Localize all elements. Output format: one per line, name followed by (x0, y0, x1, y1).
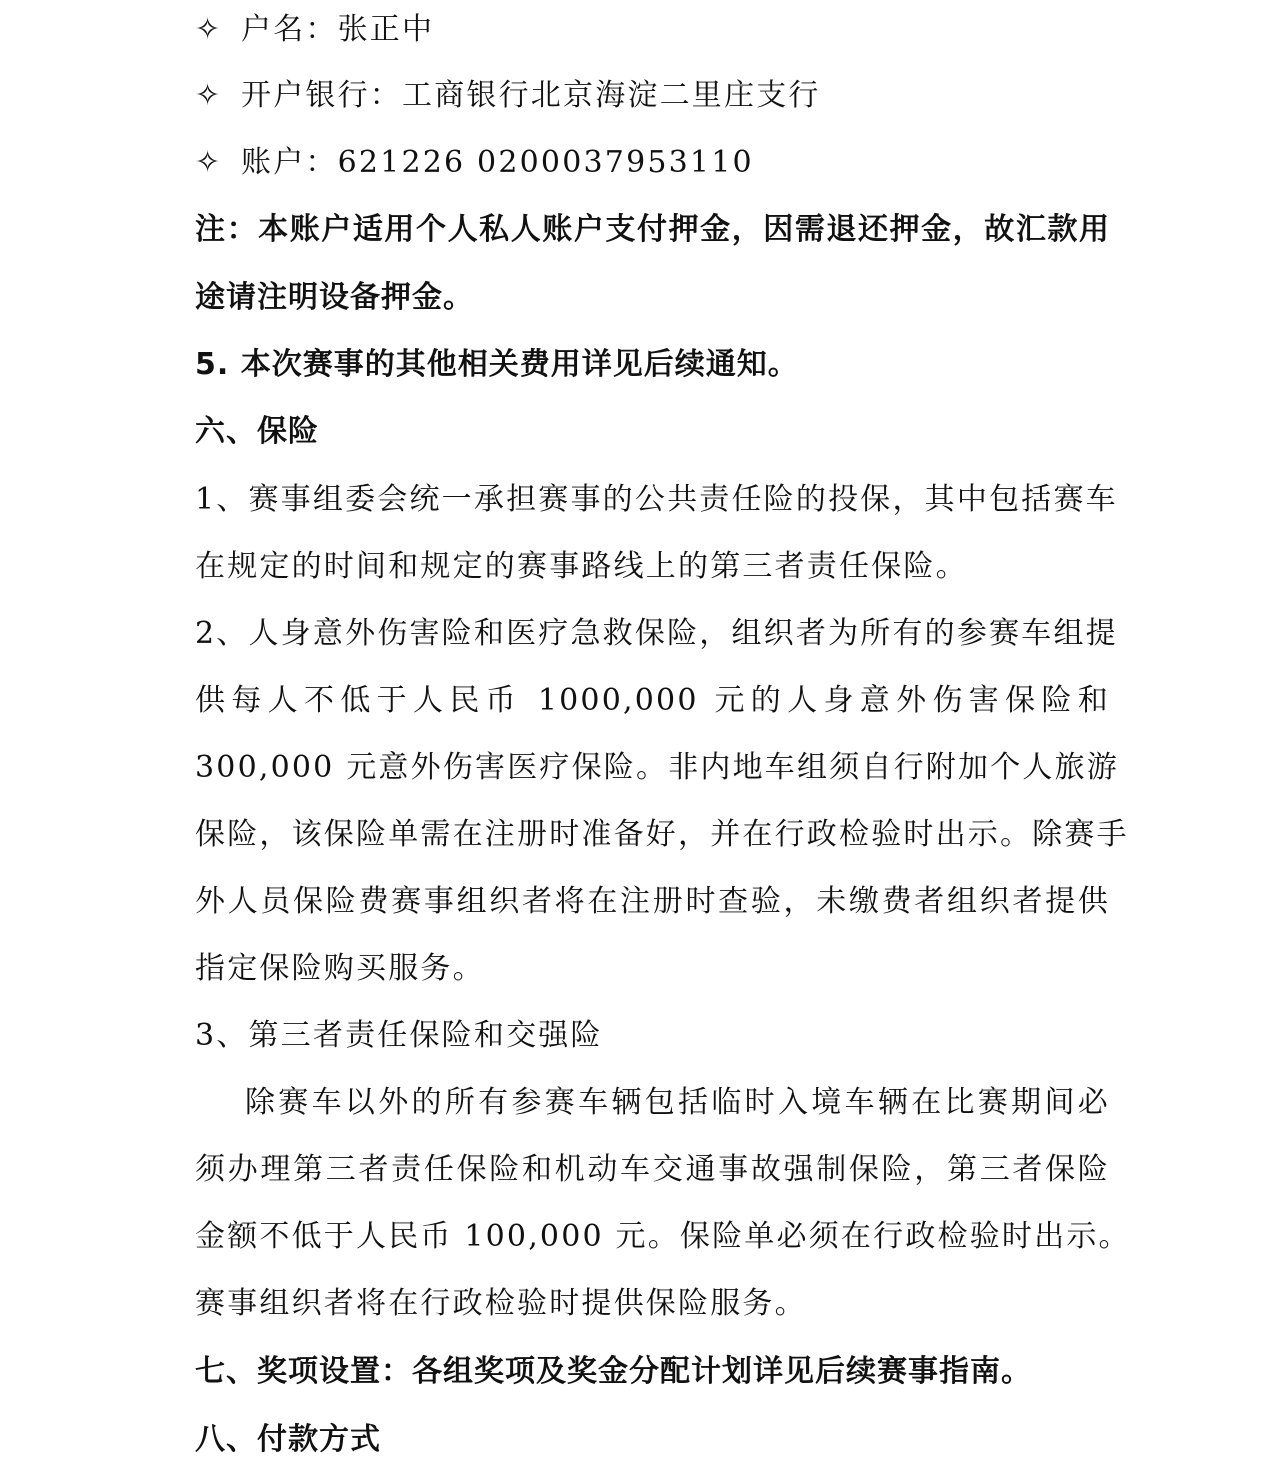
paragraph-2-line: 2、人身意外伤害险和医疗急救保险，组织者为所有的参赛车组提 (195, 616, 1118, 651)
account-name-line (195, 10, 1110, 50)
diamond-star-bullet-icon: ✧ (195, 78, 223, 113)
diamond-star-bullet-icon: ✧ (195, 12, 223, 47)
paragraph-1-line: 在规定的时间和规定的赛事路线上的第三者责任保险。 (195, 549, 968, 584)
note-line-2: 途请注明设备押金。 (195, 280, 474, 315)
paragraph-3-line: 须办理第三者责任保险和机动车交通事故强制保险，第三者保险 (195, 1152, 1110, 1187)
account-number-line (195, 143, 1110, 183)
section-6-heading: 六、保险 (195, 414, 319, 449)
note-line-1: 注：本账户适用个人私人账户支付押金，因需退还押金，故汇款用 (195, 212, 1110, 247)
paragraph-2-line: 供每人不低于人民币 1000,000 元的人身意外伤害保险和 (195, 683, 1110, 718)
paragraph-3-heading: 3、第三者责任保险和交强险 (195, 1018, 603, 1053)
bank-line (195, 76, 1110, 116)
paragraph-3-line: 赛事组织者将在行政检验时提供保险服务。 (195, 1286, 807, 1321)
paragraph-3-line: 金额不低于人民币 100,000 元。保险单必须在行政检验时出示。 (195, 1219, 1131, 1254)
section-8-heading: 八、付款方式 (195, 1422, 381, 1457)
paragraph-2-line: 300,000 元意外伤害医疗保险。非内地车组须自行附加个人旅游 (195, 750, 1119, 785)
paragraph-3-line: 除赛车以外的所有参赛车辆包括临时入境车辆在比赛期间必 (245, 1085, 1110, 1120)
paragraph-1-line: 1、赛事组委会统一承担赛事的公共责任险的投保，其中包括赛车 (195, 482, 1118, 517)
diamond-star-bullet-icon: ✧ (195, 145, 223, 180)
item-5: 5. 本次赛事的其他相关费用详见后续通知。 (195, 347, 799, 382)
paragraph-2-line: 指定保险购买服务。 (195, 951, 485, 986)
account-name: 户名：张正中 (241, 12, 435, 47)
bank-name: 开户银行：工商银行北京海淀二里庄支行 (241, 78, 821, 113)
paragraph-2-line: 保险，该保险单需在注册时准备好，并在行政检验时出示。除赛手 (195, 817, 1129, 852)
account-number: 账户：621226 0200037953110 (241, 145, 754, 180)
section-7-heading: 七、奖项设置：各组奖项及奖金分配计划详见后续赛事指南。 (195, 1354, 1032, 1389)
paragraph-2-line: 外人员保险费赛事组织者将在注册时查验，未缴费者组织者提供 (195, 884, 1110, 919)
